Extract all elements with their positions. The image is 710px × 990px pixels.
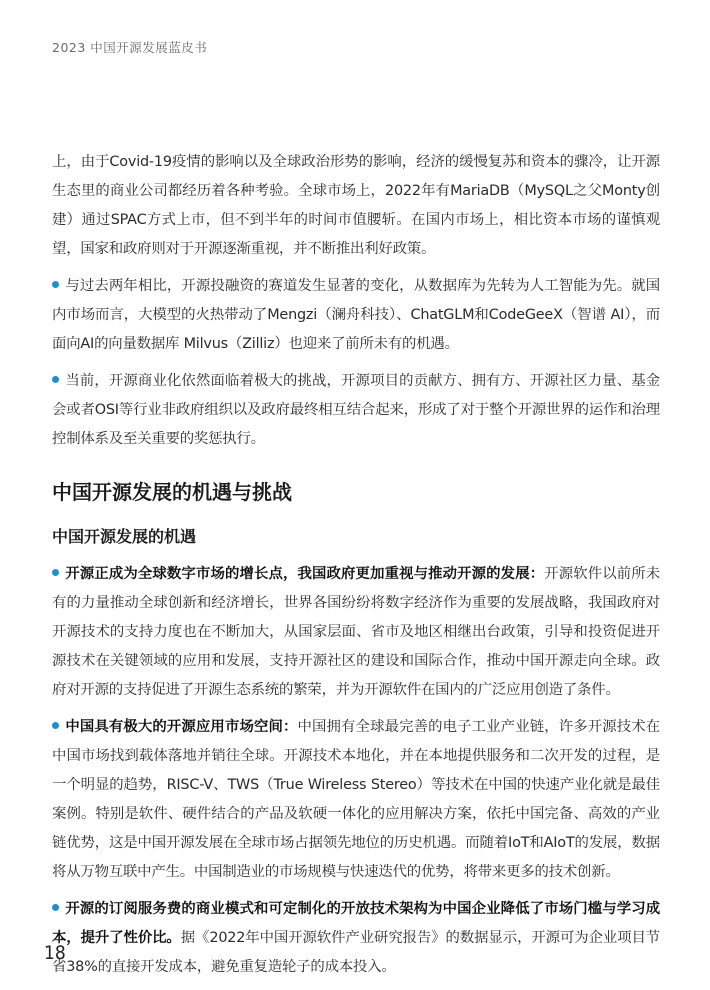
opportunity-item-1 bbox=[52, 560, 660, 705]
bullet-dot-icon bbox=[52, 904, 59, 911]
bullet-dot-icon bbox=[52, 376, 59, 383]
page-number: 18 bbox=[44, 942, 66, 964]
paragraph-text: 当前，开源商业化依然面临着极大的挑战，开源项目的贡献方、拥有方、开源社区力量、基金会或者OSI等行业非政府组织以及政府最终相互结合起来，形成了对于整个开源世界的运作和治理控制体系及至关重要的奖惩执行。 bbox=[52, 373, 660, 447]
opportunity-text: 开源软件以前所未有的力量推动全球创新和经济增长，世界各国纷纷将数字经济作为重要的发展战略，我国政府对开源技术的支持力度也在不断加大，从国家层面、省市及地区相继出台政策，引导和投资促进开源技术在关键领域的应用和发展，支持开源社区的建设和国际合作，推动中国开源走向全球。政府对开源的支持促进了开源生态系统的繁荣，并为开源软件在国内的广泛应用创造了条件。 bbox=[52, 566, 660, 698]
subsection-title: 中国开源发展的机遇 bbox=[52, 527, 197, 546]
paragraph-text: 与过去两年相比，开源投融资的赛道发生显著的变化，从数据库为先转为人工智能为先。就国内市场而言，大模型的火热带动了Mengzi（澜舟科技）、ChatGLM和CodeGeeX（智谱 AI），而面向AI的向量数据库 Milvus（Zilliz）也迎来了前所未有的机遇。 bbox=[52, 278, 660, 352]
bullet-dot-icon bbox=[52, 281, 59, 288]
paragraph-commercialization bbox=[52, 367, 660, 454]
opportunity-item-2 bbox=[52, 713, 660, 887]
opportunity-item-3 bbox=[52, 895, 660, 982]
opportunity-lead: 中国具有极大的开源应用市场空间： bbox=[65, 719, 298, 735]
section-title: 中国开源发展的机遇与挑战 bbox=[52, 480, 292, 504]
opportunity-lead: 开源正成为全球数字市场的增长点，我国政府更加重视与推动开源的发展： bbox=[65, 566, 545, 582]
opportunity-text: 中国拥有全球最完善的电子工业产业链，许多开源技术在中国市场找到载体落地并销往全球。开源技术本地化，并在本地提供服务和二次开发的过程，是一个明显的趋势，RISC-V、TWS（True Wireless Stereo）等技术在中国的快速产业化就是最佳案例。特别是软件、硬件结合的产品及软硬一体化的应用解决方案，依托中国完备、高效的产业链优势，这是中国开源发展在全球市场占据领先地位的历史机遇。而随着IoT和AIoT的发展，数据将从万物互联中产生。中国制造业的市场规模与快速迭代的优势，将带来更多的技术创新。 bbox=[52, 719, 660, 880]
running-header: 2023 中国开源发展蓝皮书 bbox=[52, 40, 208, 55]
opportunity-lead: 开源的订阅服务费的商业模式和可定制化的开放技术架构为中国企业降低了市场门槛与学习成本，提升了性价比。 bbox=[52, 901, 660, 946]
paragraph-investment bbox=[52, 272, 660, 359]
bullet-dot-icon bbox=[52, 722, 59, 729]
paragraph-intro: 上，由于Covid-19疫情的影响以及全球政治形势的影响，经济的缓慢复苏和资本的骤冷，让开源生态里的商业公司都经历着各种考验。全球市场上，2022年有MariaDB（MySQL之父Monty创建）通过SPAC方式上市，但不到半年的时间市值腰斩。在国内市场上，相比资本市场的谨慎观望，国家和政府则对于开源逐渐重视，并不断推出利好政策。 bbox=[52, 154, 660, 257]
bullet-dot-icon bbox=[52, 569, 59, 576]
opportunity-text: 据《2022年中国开源软件产业研究报告》的数据显示，开源可为企业项目节省38%的直接开发成本，避免重复造轮子的成本投入。 bbox=[52, 930, 660, 975]
page-content bbox=[52, 148, 660, 982]
